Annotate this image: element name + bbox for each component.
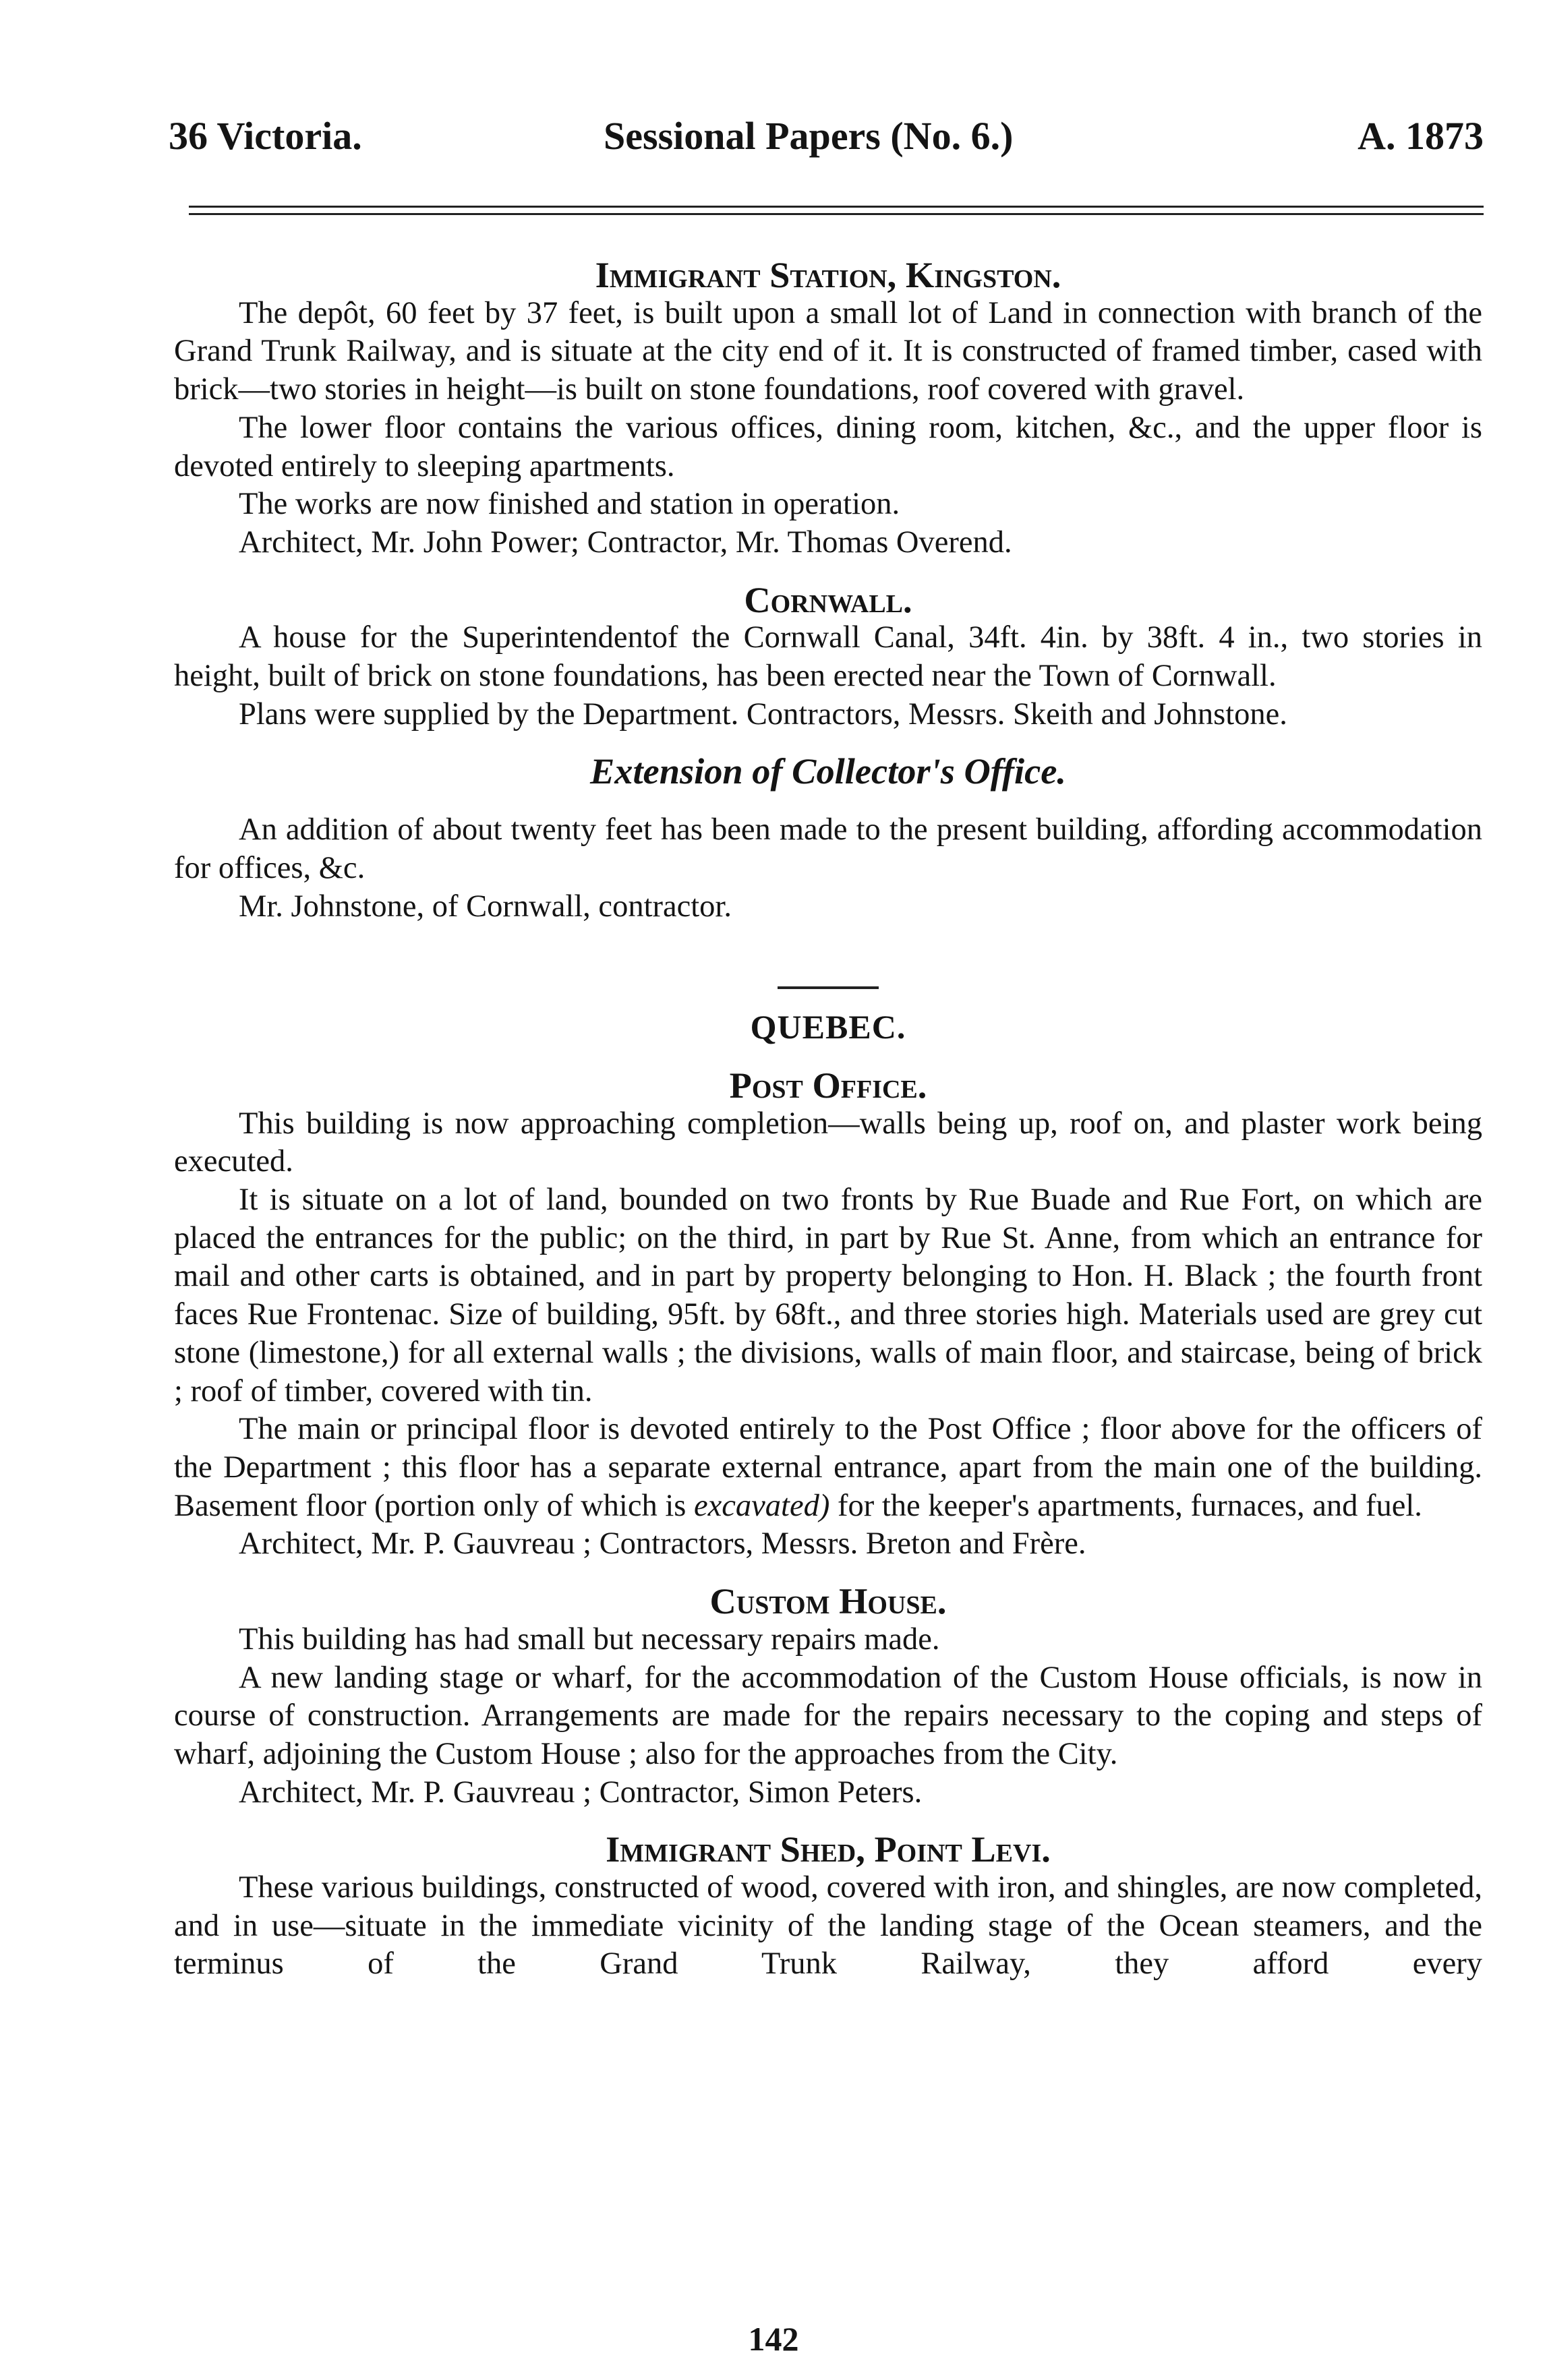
paragraph: This building is now approaching completion—walls being up, roof on, and plaster work being executed.	[174, 1106, 1482, 1179]
paragraph: Architect, Mr. John Power; Contractor, Mr. Thomas Overend.	[239, 525, 1012, 560]
text-run: for the keeper's apartments, furnaces, and fuel.	[829, 1488, 1422, 1523]
paragraph: A new landing stage or wharf, for the accommodation of the Custom House officials, is now in course of construction. Arrangements are made for the repairs necessary to the coping and steps of wharf, adjoining the Custom House ; also for the approaches from the City.	[174, 1660, 1482, 1771]
paragraph: The depôt, 60 feet by 37 feet, is built upon a small lot of Land in connection with branch of the Grand Trunk Railway, and is situate at the city end of it. It is constructed of framed timber, cased with brick—two stories in height—is built on stone foundations, roof covered with gravel.	[174, 295, 1482, 407]
paragraph: The works are now finished and station in operation.	[239, 487, 900, 522]
heading-post-office: Post Office.	[729, 1065, 927, 1106]
paragraph: Mr. Johnstone, of Cornwall, contractor.	[239, 889, 732, 924]
paragraph: These various buildings, constructed of wood, covered with iron, and shingles, are now completed, and in use—situate in the immediate vicinity of the landing stage of the Ocean steamers, and the terminus of the Grand Trunk Railway, they afford every	[174, 1870, 1482, 1982]
heading-immigrant-station-kingston: Immigrant Station, Kingston.	[595, 255, 1061, 295]
header-title: Sessional Papers (No. 6.)	[604, 114, 1014, 158]
page-body	[174, 256, 1482, 1984]
heading-collector-office: Extension of Collector's Office.	[589, 751, 1067, 792]
paragraph: This building has had small but necessary repairs made.	[239, 1622, 940, 1657]
paragraph: The lower floor contains the various offices, dining room, kitchen, &c., and the upper floor is devoted entirely to sleeping apartments.	[174, 410, 1482, 483]
paragraph: Architect, Mr. P. Gauvreau ; Contractors, Messrs. Breton and Frère.	[239, 1526, 1086, 1561]
heading-custom-house: Custom House.	[709, 1581, 947, 1622]
heading-quebec: QUEBEC.	[750, 1008, 906, 1046]
heading-cornwall: Cornwall.	[744, 579, 912, 620]
paragraph: It is situate on a lot of land, bounded on two fronts by Rue Buade and Rue Fort, on which are placed the entrances for the public; on the third, in part by Rue St. Anne, from which an entrance for mail and other carts is obtained, and in part by property belonging to Hon. H. Black ; the fourth front faces Rue Frontenac. Size of building, 95ft. by 68ft., and three stories high. Materials used are grey cut stone (limestone,) for all external walls ; the divisions, walls of main floor, and staircase, being of brick ; roof of timber, covered with tin.	[174, 1183, 1482, 1408]
header-year: A. 1873	[1358, 114, 1484, 158]
header-double-rule	[189, 206, 1484, 215]
page-number: 142	[748, 2320, 799, 2358]
paragraph: An addition of about twenty feet has been made to the present building, affording accommodation for offices, &c.	[174, 812, 1482, 885]
paragraph: Architect, Mr. P. Gauvreau ; Contractor, Simon Peters.	[239, 1775, 923, 1810]
paragraph: A house for the Superintendentof the Cornwall Canal, 34ft. 4in. by 38ft. 4 in., two stories in height, built of brick on stone foundations, has been erected near the Town of Cornwall.	[174, 620, 1482, 694]
italic-text: excavated)	[694, 1488, 830, 1523]
paragraph: Plans were supplied by the Department. Contractors, Messrs. Skeith and Johnstone.	[239, 696, 1287, 732]
paragraph	[174, 1410, 1482, 1525]
heading-immigrant-shed-point-levi: Immigrant Shed, Point Levi.	[606, 1829, 1051, 1870]
header-volume: 36 Victoria.	[169, 114, 362, 158]
running-header	[169, 113, 1484, 167]
text-run: The main or principal floor is devoted entirely to the Post Office ; floor above for the officers of the Department ; this floor has a separate external entrance, apart from the main one of the building. Basement floor (portion only of which is	[174, 1412, 1482, 1523]
